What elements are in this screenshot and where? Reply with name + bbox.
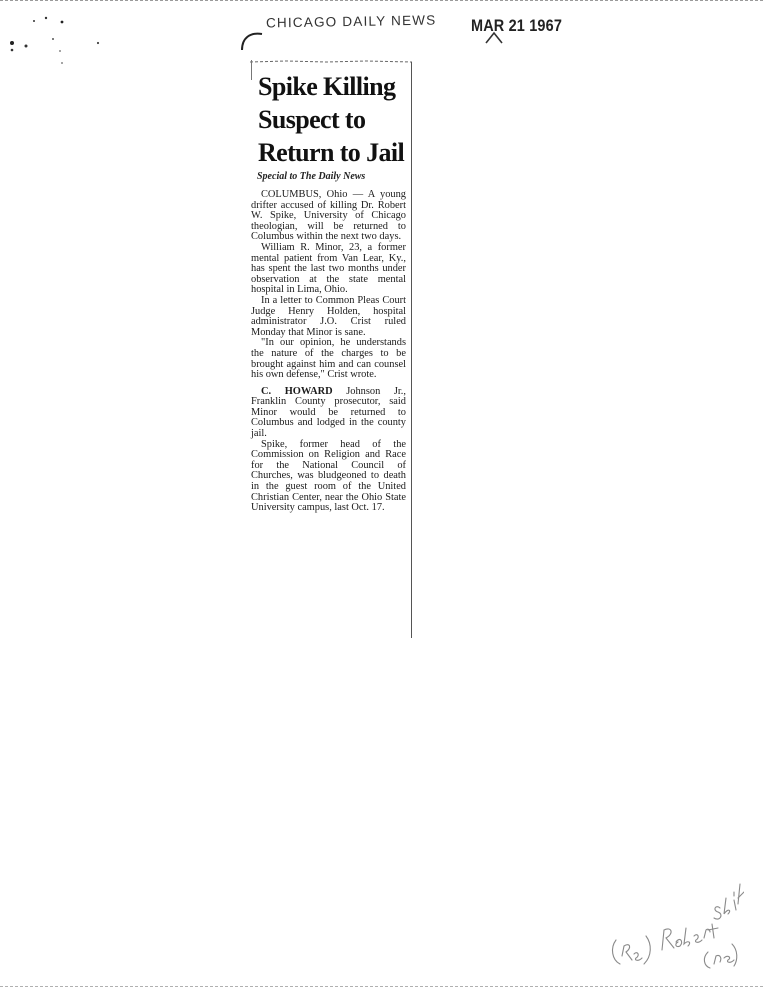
scan-specks bbox=[0, 0, 120, 80]
clipping-top-edge bbox=[246, 58, 414, 68]
article-paragraph: "In our opinion, he understands the nature of the charges to be brought against him and can counsel his own defense," Crist wrote. bbox=[251, 337, 406, 381]
article-paragraph: In a letter to Common Pleas Court Judge Henry Holden, hospital administrator J.O. Crist ruled Monday that Minor is sane. bbox=[251, 294, 406, 338]
article-paragraph: COLUMBUS, Ohio — A young drifter accused of killing Dr. Robert W. Spike, University of Chicago theologian, will be returned to Columbus within the next two days. bbox=[251, 189, 406, 243]
date-stamp: MAR 21 1967 bbox=[471, 16, 563, 35]
article-paragraph bbox=[251, 387, 406, 440]
article-paragraph: Spike, former head of the Commission on Religion and Race for the National Council of Churches, was bludgeoned to death in the guest room of the United Christian Center, near the Ohio State University campus, last Oct. 17. bbox=[251, 438, 406, 514]
stamp-arc-mark bbox=[238, 28, 268, 52]
article-paragraph: William R. Minor, 23, a former mental patient from Van Lear, Ky., has spent the last two months under observation at the state mental hospital in Lima, Ohio. bbox=[251, 241, 406, 296]
article-body bbox=[251, 190, 406, 514]
paragraph-text: Johnson Jr., Franklin County prosecutor, said Minor would be returned to Columbus and lodged in the county jail. bbox=[251, 385, 406, 440]
article-source-line: Special to The Daily News bbox=[257, 171, 366, 182]
date-caret-mark bbox=[484, 30, 504, 44]
newspaper-clipping bbox=[246, 58, 414, 638]
newspaper-stamp: CHICAGO DAILY NEWS bbox=[265, 12, 437, 31]
handwritten-note bbox=[604, 870, 744, 970]
paragraph-lead-in: C. HOWARD bbox=[261, 385, 333, 397]
clipping-left-edge bbox=[251, 60, 252, 80]
page-bottom-border bbox=[0, 986, 763, 987]
article-headline: Spike Killing Suspect to Return to Jail bbox=[258, 72, 405, 167]
